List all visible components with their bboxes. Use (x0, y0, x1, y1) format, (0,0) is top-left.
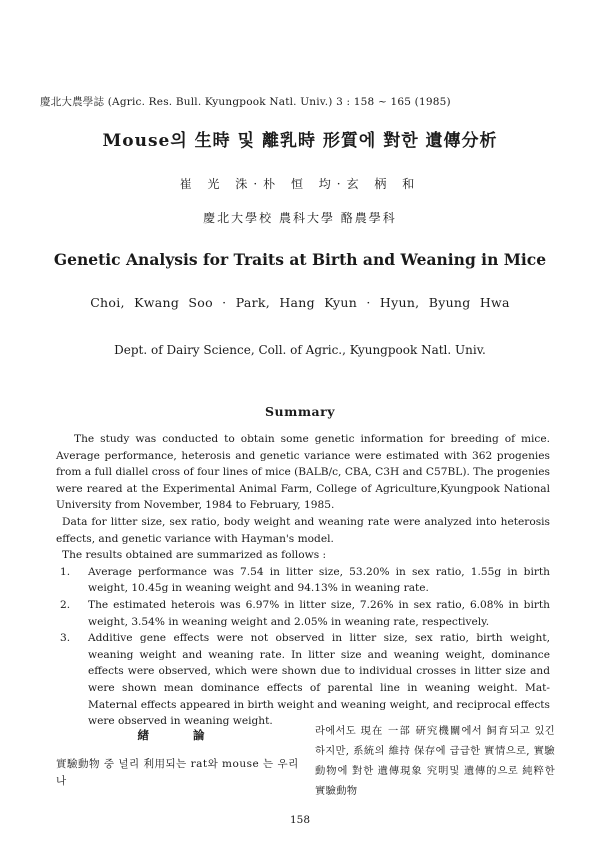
english-authors: Choi, Kwang Soo · Park, Hang Kyun · Hyun, Byung Hwa (90, 295, 510, 310)
result-number: 2. (60, 598, 71, 611)
english-affiliation: Dept. of Dairy Science, Coll. of Agric., Kyungpook Natl. Univ. (114, 343, 486, 357)
korean-title: Mouse의 生時 및 離乳時 形質에 對한 遺傳分析 (102, 131, 498, 151)
english-title: Genetic Analysis for Traits at Birth and Weaning in Mice (53, 250, 547, 269)
result-item (56, 564, 550, 597)
intro-right-text: 라에서도 現在 一部 硏究機關에서 飼育되고 있긴 하지만, 系統의 維持 保存에 급급한 實情으로, 實驗動物에 對한 遺傳現象 究明및 遺傳的으로 純粹한 實驗動物 (315, 725, 555, 797)
korean-affiliation: 慶北大學校 農科大學 酪農學科 (203, 211, 397, 225)
result-item (56, 630, 550, 730)
intro-right-column (315, 721, 555, 801)
summary-paragraph-1: The study was conducted to obtain some genetic information for breeding of mice. Average performance, heterosis and genetic variance were estimated with 362 progenies from a full diallel cross of four lines of mice (BALB/c, CBA, C3H and C57BL). The progenies were reared at the Experimental Animal Farm, College of Agriculture,Kyungpook National University from November, 1984 to February, 1985. (56, 433, 550, 512)
results-list (56, 564, 550, 730)
result-number: 1. (60, 565, 71, 578)
intro-heading: 緖 論 (137, 728, 225, 742)
korean-authors: 崔 光 洙·朴 恒 均·玄 柄 和 (179, 177, 421, 191)
result-item (56, 597, 550, 630)
summary-paragraph-2: Data for litter size, sex ratio, body weight and weaning rate were analyzed into heterosis effects, and genetic variance with Hayman's model. (56, 515, 550, 545)
result-text: Additive gene effects were not observed in litter size, sex ratio, birth weight, weaning weight and weaning rate. In litter size and weaning weight, dominance effects were observed, which were shown due to individual crosses in litter size and were shown mean dominance effects of parental line in weaning weight. Mat-Maternal effects appeared in birth weight and weaning weight, and reciprocal effects were observed in weaning weight. (88, 632, 550, 728)
result-number: 3. (60, 632, 71, 645)
result-text: The estimated heterois was 6.97% in litter size, 7.26% in sex ratio, 6.08% in birth weight, 3.54% in weaning weight and 2.05% in weaning rate, respectively. (88, 598, 550, 628)
result-text: Average performance was 7.54 in litter size, 53.20% in sex ratio, 1.55g in birth weight, 10.45g in weaning weight and 94.13% in weaning rate. (88, 565, 550, 595)
intro-left-column (56, 727, 306, 790)
summary-body (56, 431, 550, 730)
summary-paragraph-3: The results obtained are summarized as follows : (62, 549, 327, 562)
journal-citation: 慶北大農學誌 (Agric. Res. Bull. Kyungpook Natl. Univ.) 3 : 158 ~ 165 (1985) (40, 96, 451, 108)
summary-heading: Summary (264, 404, 336, 419)
page-number: 158 (289, 814, 311, 826)
intro-left-text: 實驗動物 중 널리 利用되는 rat와 mouse 는 우리나 (56, 758, 299, 787)
